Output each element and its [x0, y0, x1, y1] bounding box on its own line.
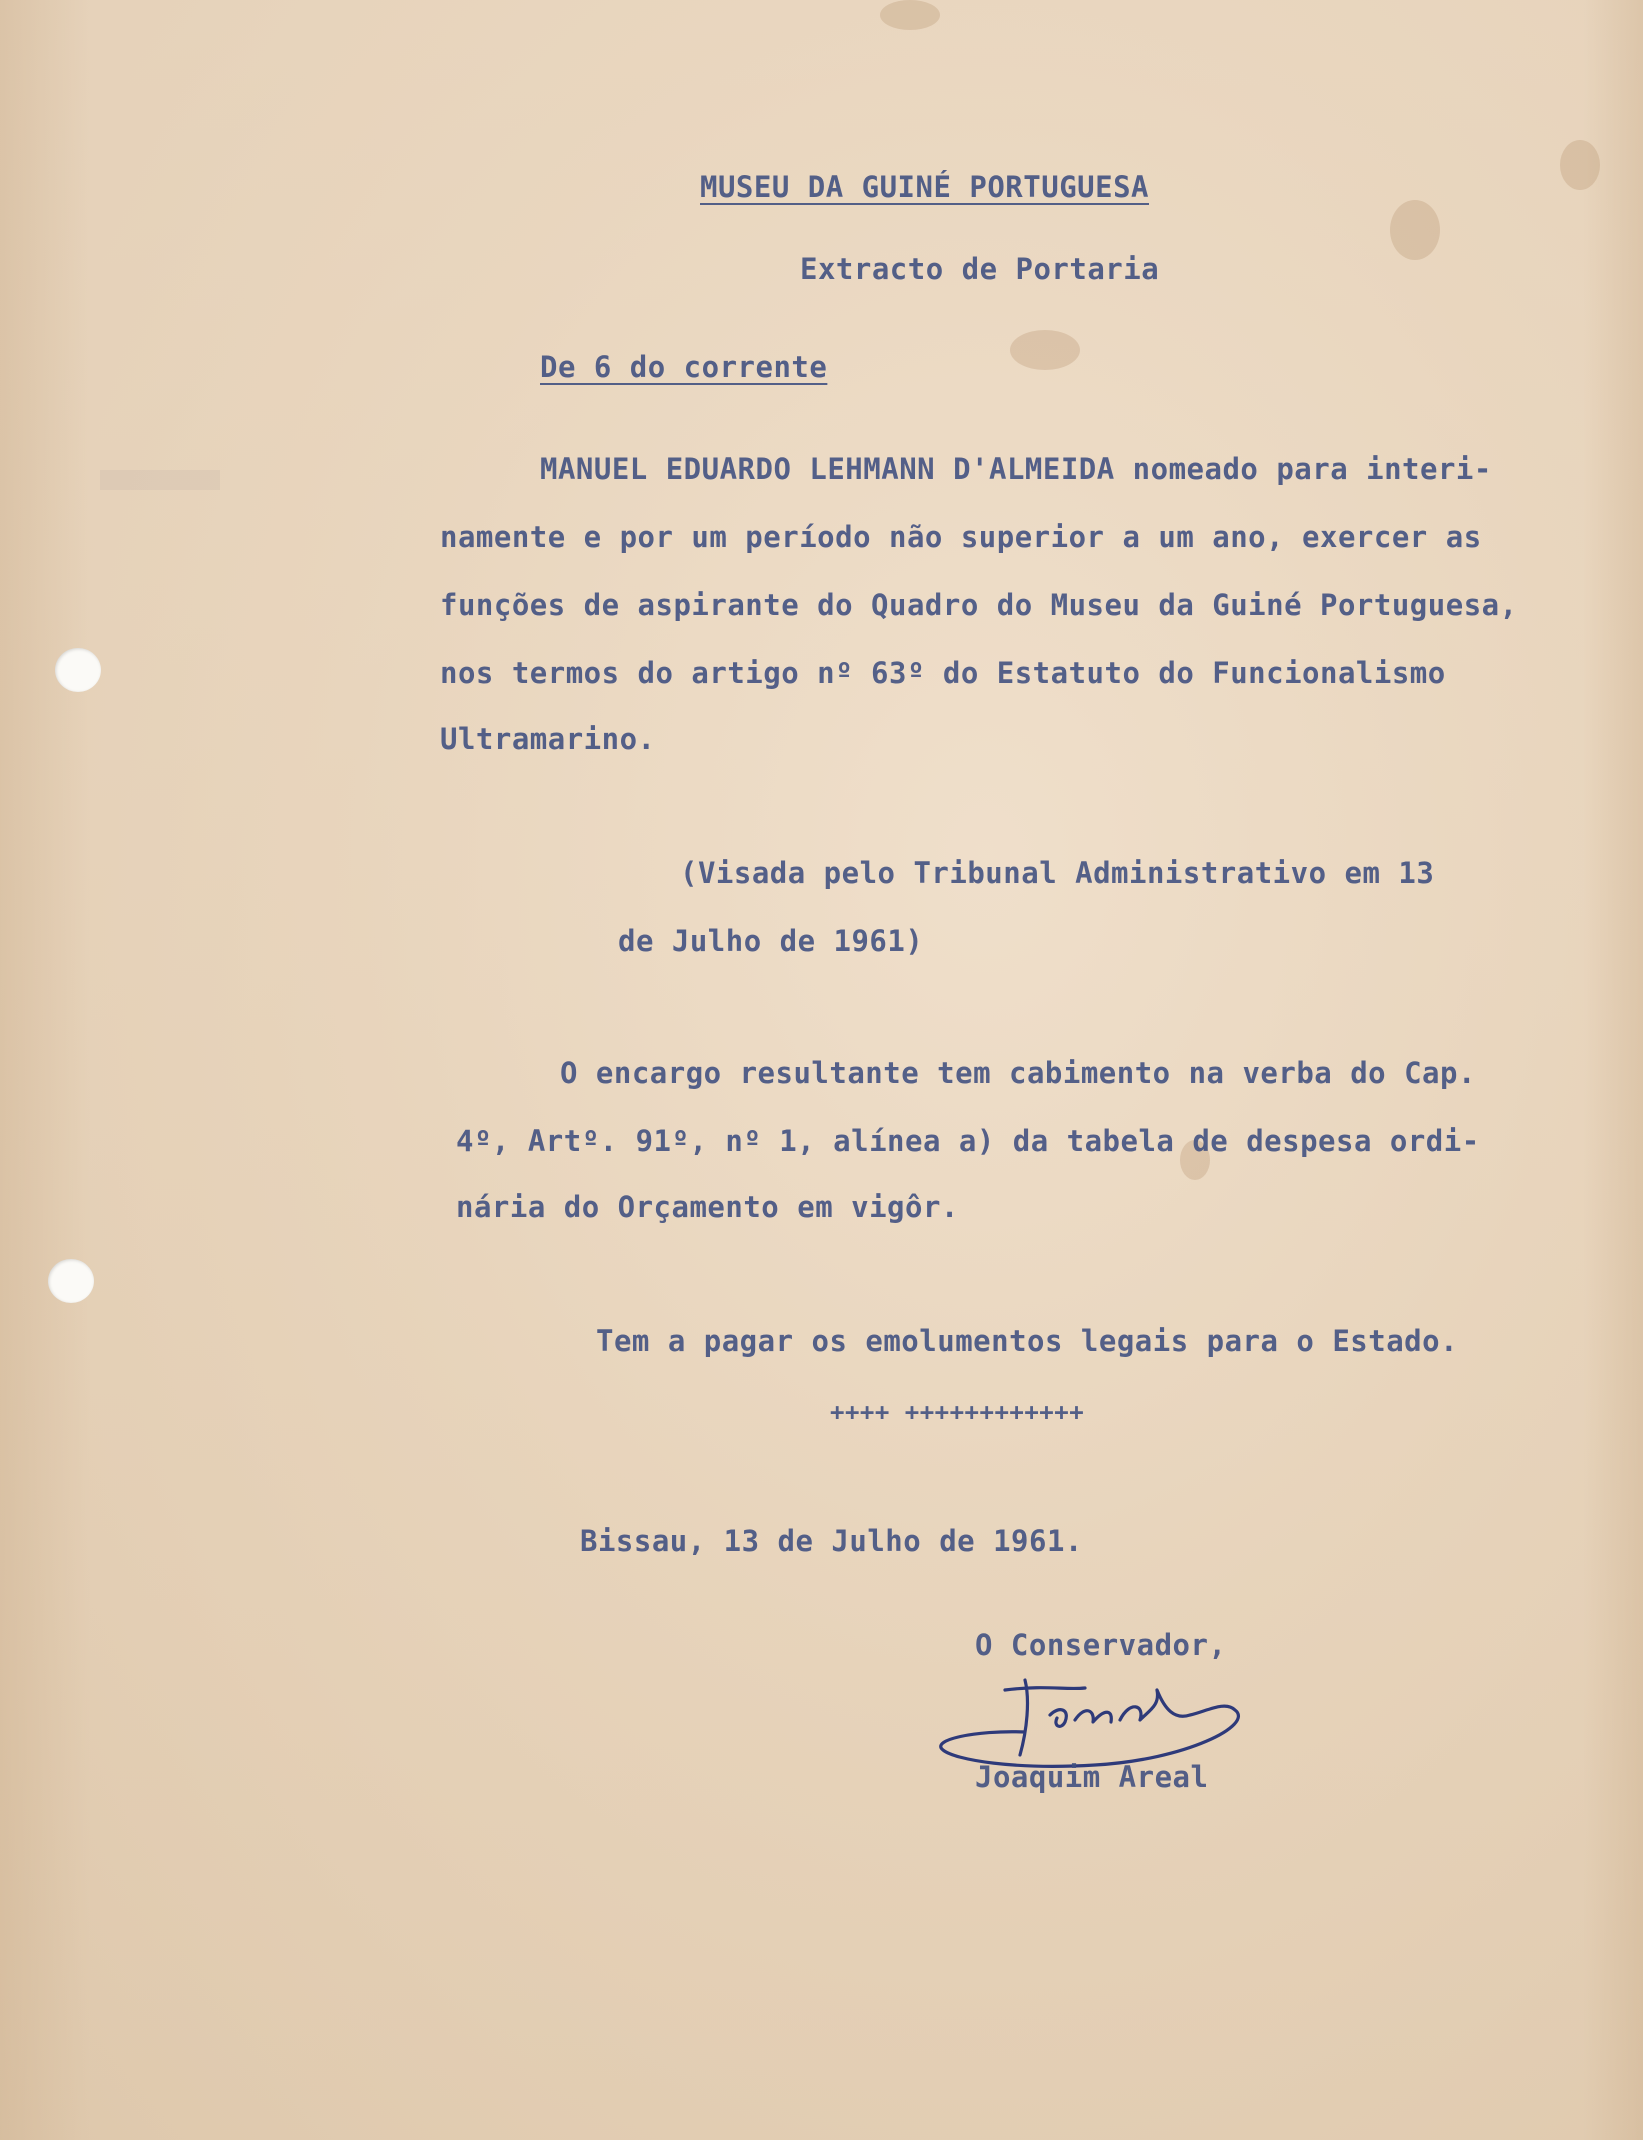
body-line: nária do Orçamento em vigôr. — [456, 1190, 959, 1224]
body-line: MANUEL EDUARDO LEHMANN D'ALMEIDA nomeado para interi- — [540, 452, 1492, 486]
body-line: nos termos do artigo nº 63º do Estatuto do Funcionalismo — [440, 656, 1446, 690]
body-line: funções de aspirante do Quadro do Museu da Guiné Portuguesa, — [440, 588, 1518, 622]
body-line: 4º, Artº. 91º, nº 1, alínea a) da tabela de despesa ordi- — [456, 1124, 1480, 1158]
paper-edge-left — [0, 0, 90, 2140]
body-line: Ultramarino. — [440, 722, 656, 756]
institution-heading: MUSEU DA GUINÉ PORTUGUESA — [700, 170, 1149, 204]
place-date: Bissau, 13 de Julho de 1961. — [580, 1524, 1083, 1558]
document-type: Extracto de Portaria — [800, 252, 1160, 286]
separator: ++++ ++++++++++++ — [830, 1398, 1085, 1426]
punch-hole-bottom — [48, 1259, 94, 1303]
stain — [1010, 330, 1080, 370]
body-line: namente e por um período não superior a um ano, exercer as — [440, 520, 1482, 554]
stain — [1390, 200, 1440, 260]
visa-line: (Visada pelo Tribunal Administrativo em 13 — [680, 856, 1435, 890]
visa-line: de Julho de 1961) — [618, 924, 924, 958]
punch-hole-top — [55, 648, 101, 692]
stain — [880, 0, 940, 30]
faint-stamp — [100, 470, 220, 490]
signatory-name: Joaquim Areal — [975, 1760, 1209, 1794]
paper-edge-right — [1583, 0, 1643, 2140]
body-line: O encargo resultante tem cabimento na verba do Cap. — [560, 1056, 1476, 1090]
signatory-title: O Conservador, — [975, 1628, 1227, 1662]
body-line: Tem a pagar os emolumentos legais para o Estado. — [596, 1324, 1459, 1358]
stain — [1560, 140, 1600, 190]
date-reference: De 6 do corrente — [540, 350, 828, 384]
